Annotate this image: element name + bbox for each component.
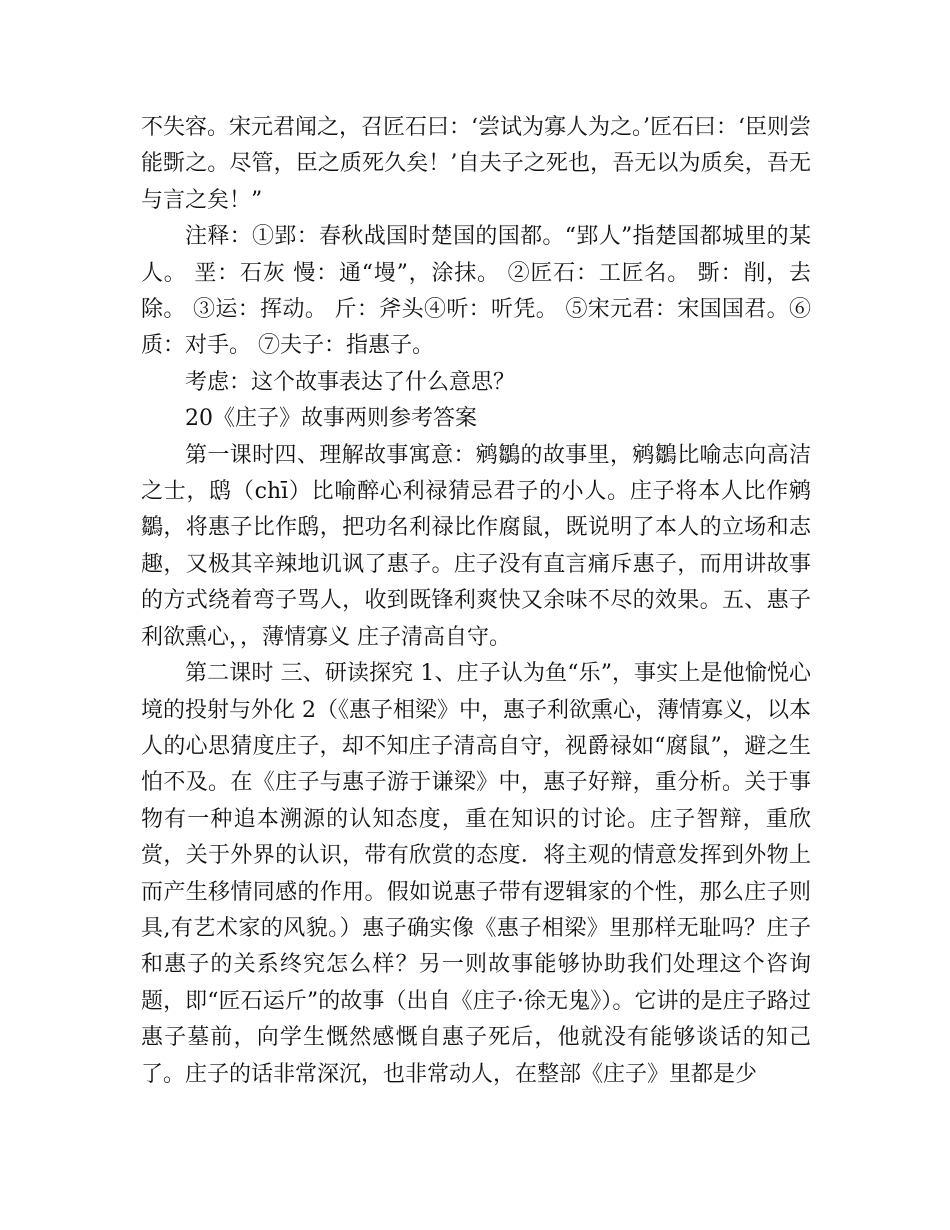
paragraph-question: 考虑：这个故事表达了什么意思？ xyxy=(185,369,516,395)
paragraph-lesson-two: 第二课时 三、研读探究 1、庄子认为鱼“乐”，事实上是他愉悦心境的投射与外化 2（《惠子相梁》中，惠子利欲熏心，薄情寡义，以本人的心思猜度庄子，却不知庄子清高自守，视爵禄如“腐鼠”，避之生怕不及。在《庄子与惠子游于谦梁》中，惠子好辩，重分析。关于事物有一种追本溯源的认知态度，重在知识的讨论。庄子智辩，重欣赏，关于外界的认识，带有欣赏的态度．将主观的情意发挥到外物上而产生移情同感的作用。假如说惠子带有逻辑家的个性，那么庄子则具,有艺术家的风貌。）惠子确实像《惠子相梁》里那样无耻吗？庄子和惠子的关系终究怎么样？另一则故事能够协助我们处理这个咨询题，即“匠石运斤”的故事（出自《庄子·徐无鬼》）。它讲的是庄子路过惠子墓前，向学生慨然感慨自惠子死后，他就没有能够谈话的知己了。庄子的话非常深沉，也非常动人，在整部《庄子》里都是少 xyxy=(141,661,811,1087)
paragraph-lesson-one: 第一课时四、理解故事寓意：鹓鶵的故事里，鹓鶵比喻志向高洁之士，鸱（chī）比喻醉心利禄猜忌君子的小人。庄子将本人比作鹓鶵，将惠子比作鸱，把功名利禄比作腐鼠，既说明了本人的立场和志趣，又极其辛辣地讥讽了惠子。庄子没有直言痛斥惠子，而用讲故事的方式绕着弯子骂人，收到既锋利爽快又余味不尽的效果。五、惠子利欲熏心，，薄情寡义 庄子清高自守。 xyxy=(141,442,811,650)
paragraph-continuation: 不失容。宋元君闻之，召匠石曰：‘尝试为寡人为之。’匠石曰：‘臣则尝能斲之。尽管，臣之质死久矣！’自夫子之死也，吾无以为质矣，吾无与言之矣！” xyxy=(141,115,811,213)
paragraph-answer-heading: 20《庄子》故事两则参考答案 xyxy=(185,406,477,432)
paragraph-annotations: 注释：①郢：春秋战国时楚国的国都。“郢人”指楚国都城里的某人。 垩：石灰 慢：通“墁”，涂抹。 ②匠石：工匠名。 斲：削，去除。 ③运：挥动。 斤：斧头④听：听凭。 ⑤宋元君：宋国国君。⑥质：对手。 ⑦夫子：指惠子。 xyxy=(141,224,811,359)
document-body xyxy=(141,110,811,1093)
